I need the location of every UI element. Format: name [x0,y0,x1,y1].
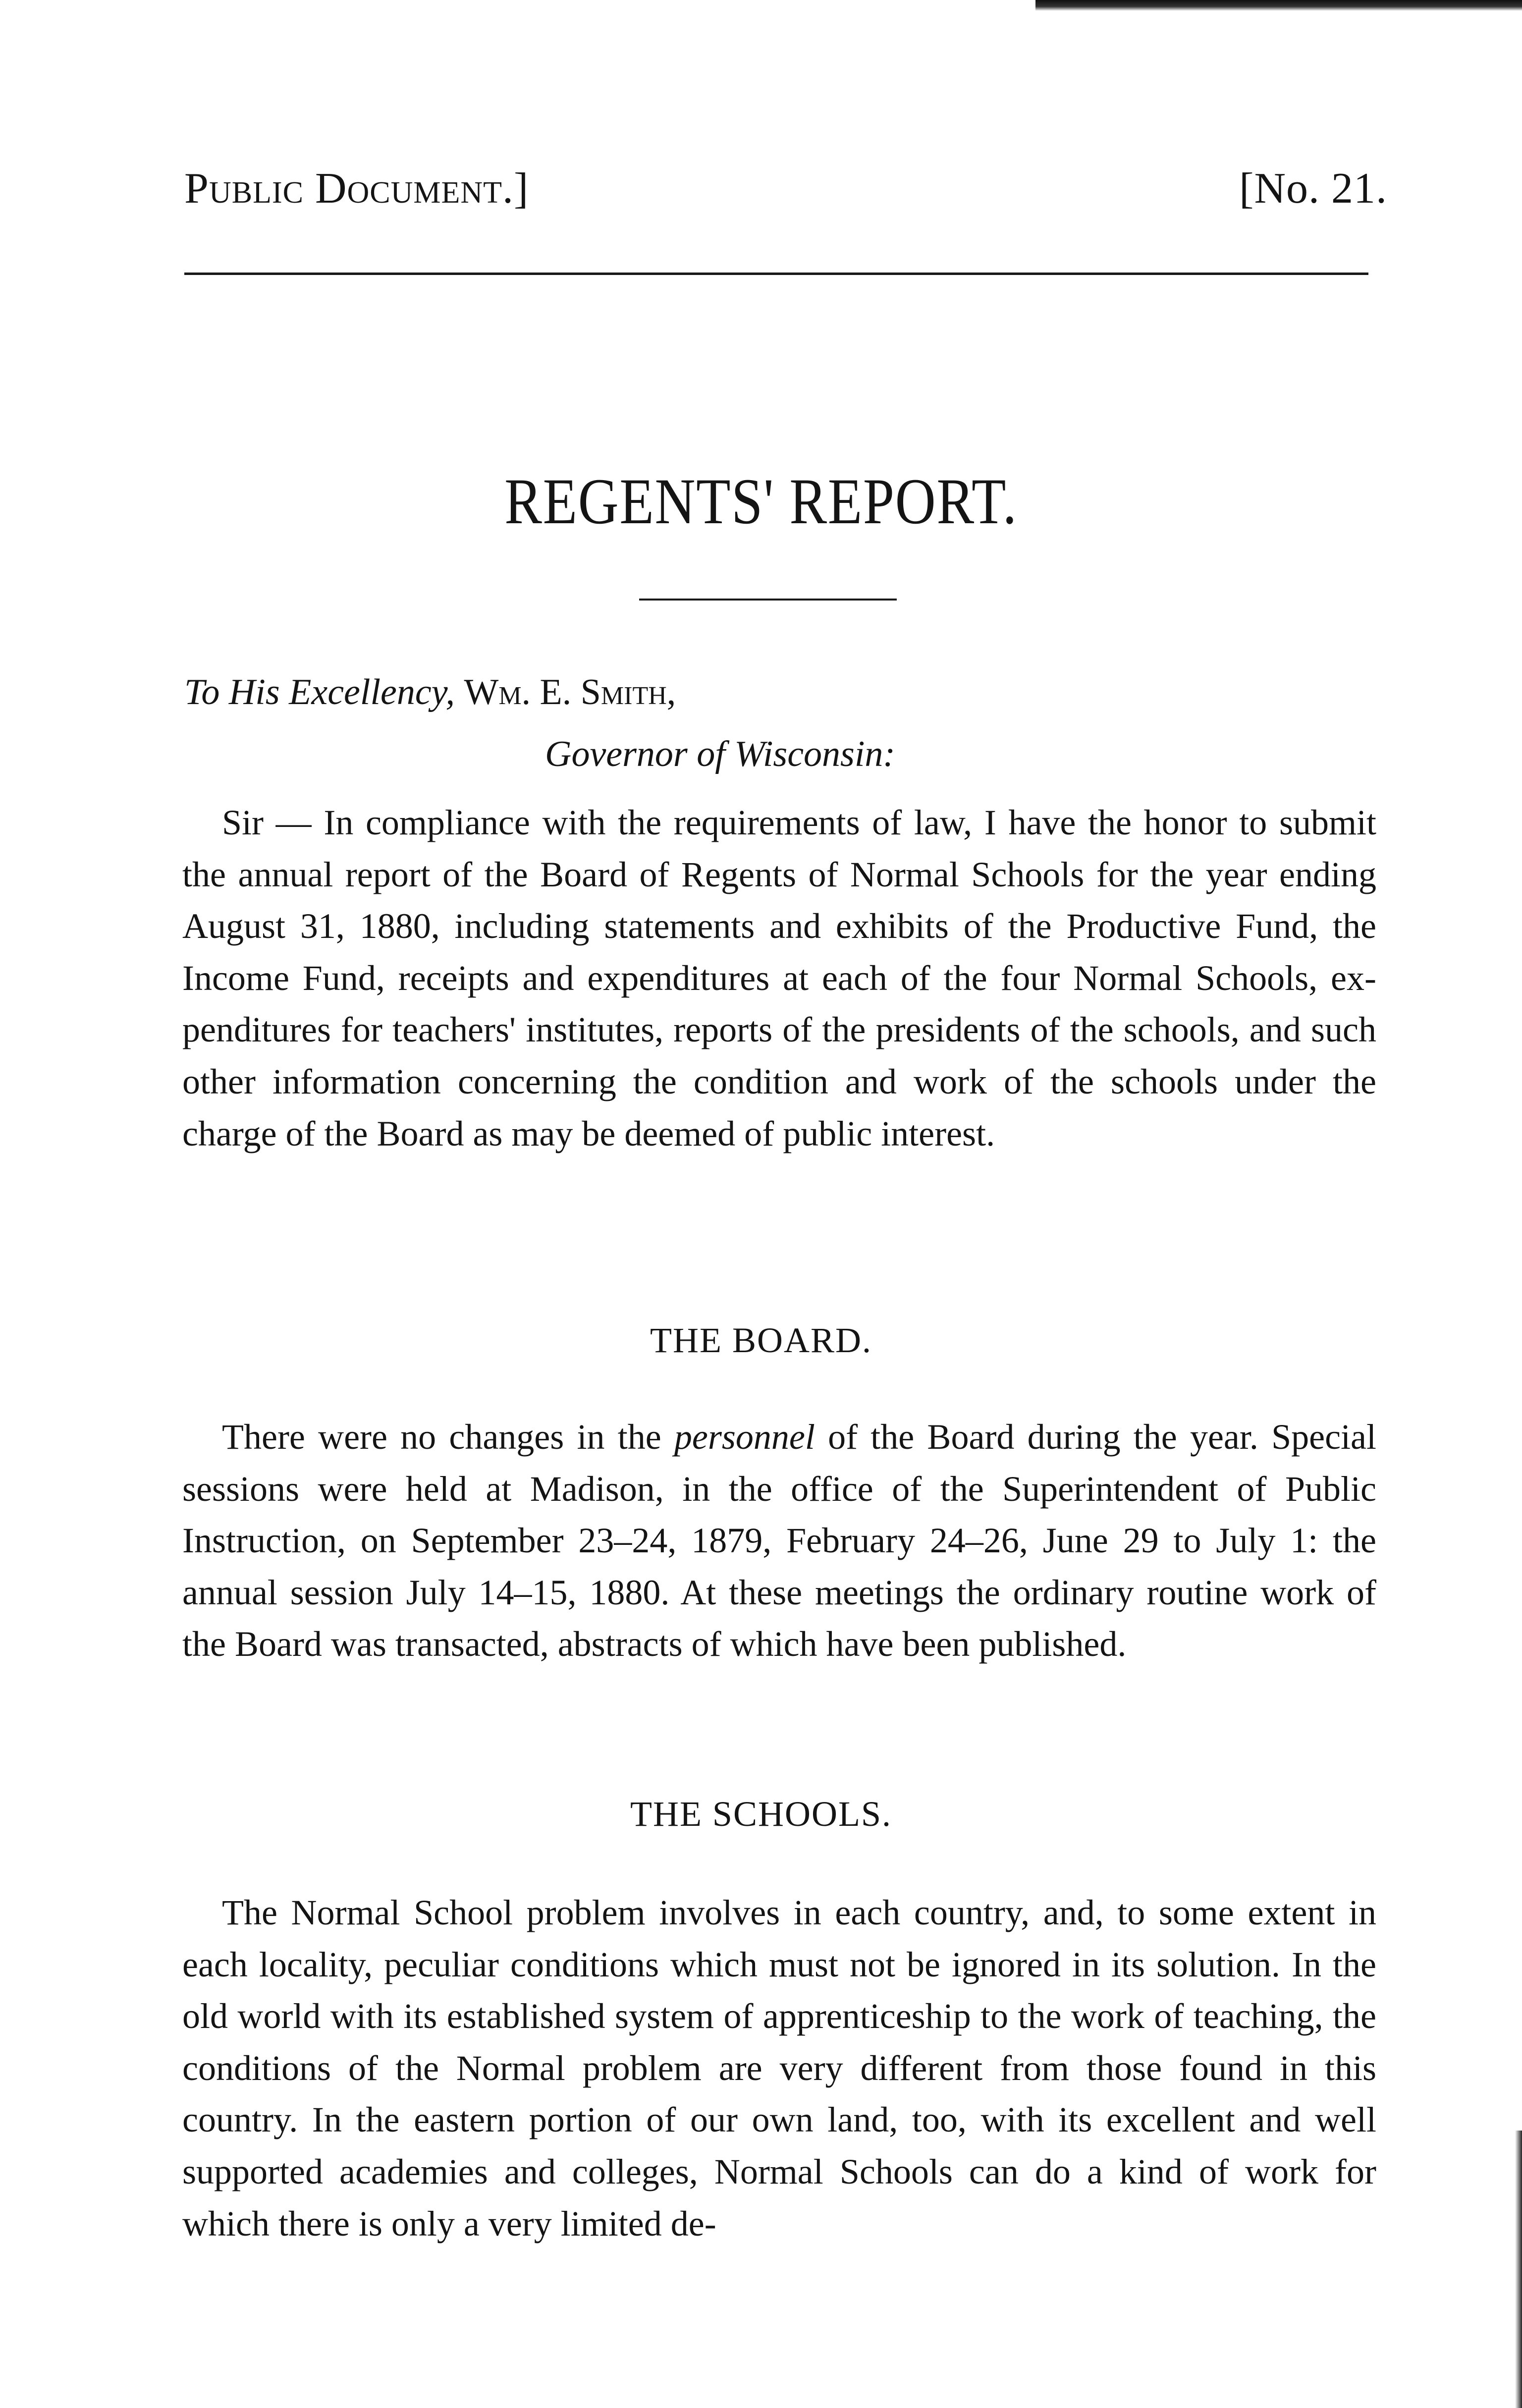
intro-paragraph: Sir — In compliance with the requirements of law, I have the honor to submit the annual report of the Board of Regents of Normal Schools for the year ending August 31, 1880, including statements and exhibits of the Productive Fund, the Income Fund, receipts and expenditures at each of the four Normal Schools, expenditures for teachers' institutes, reports of the presidents of the schools, and such other information concerning the condition and work of the schools under the charge of the Board as may be deemed of public interest. [182,803,1376,1153]
intro-paragraph-block [182,797,1376,1159]
title-rule [639,599,897,601]
salutation [184,671,676,713]
header-rule [184,273,1368,275]
salutation-prefix: To His Excellency, [184,672,455,712]
header-left: Public Document.] [184,164,529,213]
board-paragraph [182,1411,1376,1670]
salutation-title: Governor of Wisconsin: [545,734,896,774]
schools-paragraph: The Normal School problem involves in each country, and, to some extent in each locality, peculiar conditions which must not be ignored in its solution. In the old world with its established system of apprenticeship to the work of teaching, the conditions of the Normal problem are very different from those found in this country. In the eastern portion of our own land, too, with its excellent and well supported academies and colleges, Normal Schools can do a kind of work for which there is only a very limited de- [182,1893,1376,2244]
board-heading: THE BOARD. [650,1320,872,1360]
board-paragraph-block [182,1411,1376,1670]
board-text-post: of the Board during the year. Special sessions were held at Madison, in the office of the Superintendent of Public Instruction, on September 23–24, 1879, February 24–26, June 29 to July 1: the annual session July 14–15, 1880. At these meetings the ordinary routine work of the Board was transacted, abstracts of which have been published. [182,1417,1377,1664]
board-text-pre: There were no changes in the [222,1417,661,1457]
board-text-em: personnel [674,1417,815,1457]
scan-edge-right [1515,2131,1522,2408]
page-title: REGENTS' REPORT. [504,465,1018,538]
header-right: [No. 21. [1239,164,1387,213]
schools-paragraph-block [182,1887,1376,2249]
schools-heading: THE SCHOOLS. [630,1794,892,1834]
salutation-name: Wm. E. Smith, [464,672,676,712]
running-header [184,164,1387,223]
scan-edge-top [1035,0,1522,11]
